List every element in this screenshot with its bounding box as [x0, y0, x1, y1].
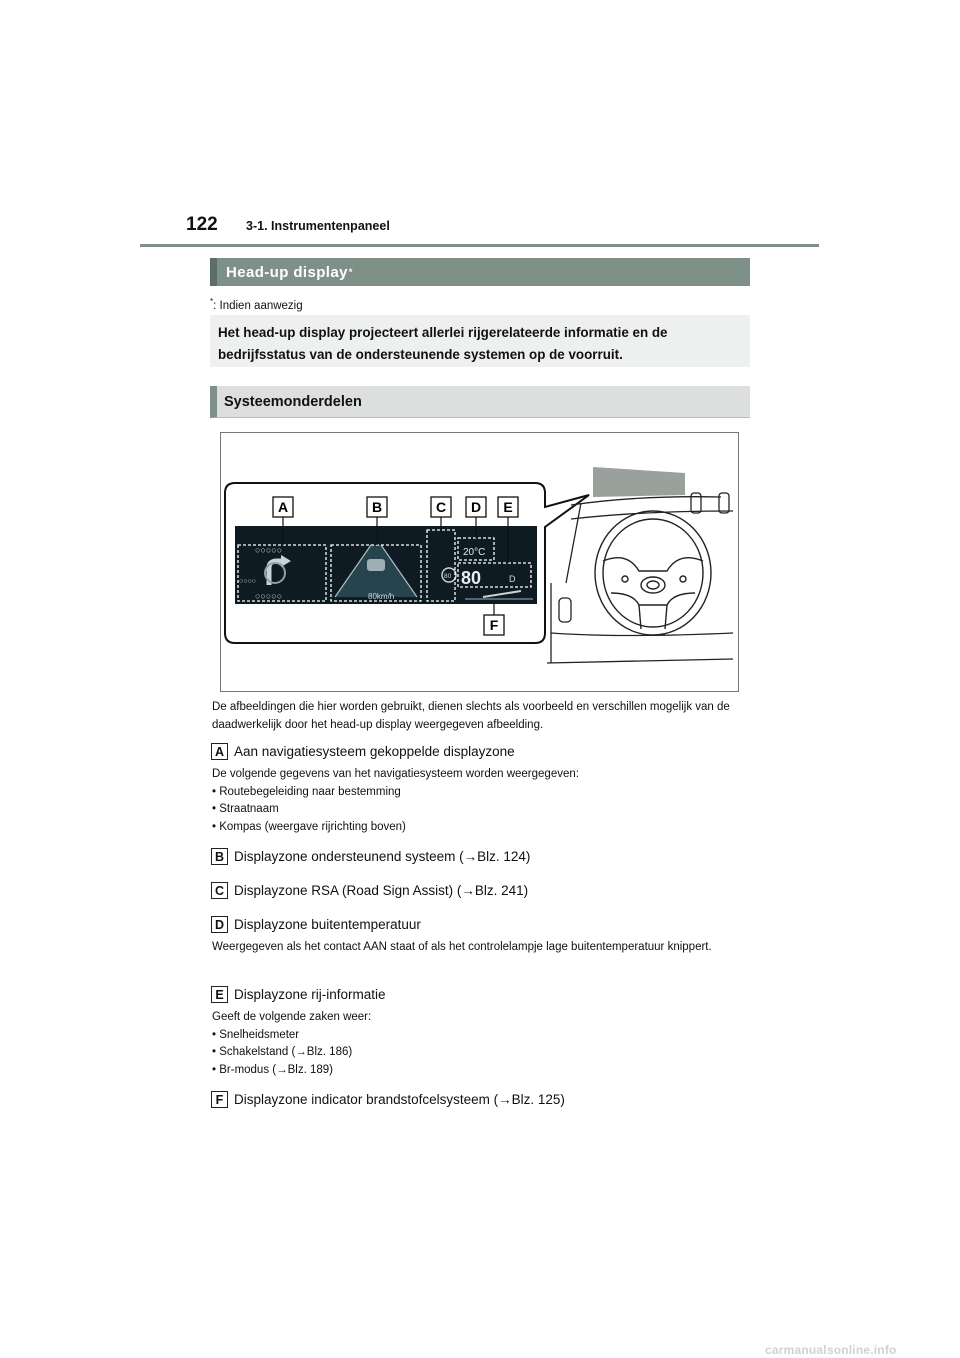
road-sign-value: 80	[444, 573, 452, 580]
item-d-title: Displayzone buitentemperatuur	[234, 917, 421, 932]
item-f-heading	[211, 1091, 565, 1108]
item-c-heading	[211, 882, 528, 899]
subsection-title: Systeemonderdelen	[224, 393, 362, 410]
list-item: • Straatnaam	[212, 803, 279, 816]
svg-text:○○○○○: ○○○○○	[255, 545, 283, 555]
item-e-heading	[211, 986, 386, 1003]
section-title: Head-up display	[226, 263, 348, 281]
steering-wheel	[595, 511, 711, 635]
list-item-text: Kompas (weergave rijrichting boven)	[219, 820, 406, 833]
list-item-text: Schakelstand (→Blz. 186)	[219, 1046, 353, 1059]
outside-temp: 20°C	[463, 547, 486, 558]
callout-b: B	[371, 499, 383, 515]
speedometer-value: 80	[461, 568, 482, 588]
item-d-heading	[211, 916, 421, 933]
item-d-badge: D	[211, 916, 228, 933]
callout-f: F	[489, 617, 499, 633]
item-a-desc: De volgende gegevens van het navigatiesysteem worden weergegeven:	[212, 768, 579, 780]
list-item-text: Br-modus (→Blz. 189)	[219, 1063, 333, 1076]
item-f-badge: F	[211, 1091, 228, 1108]
item-a-heading	[211, 743, 515, 760]
list-item: • Schakelstand (→Blz. 186)	[212, 1046, 353, 1059]
callout-d: D	[470, 499, 482, 515]
list-item-text: Snelheidsmeter	[219, 1028, 300, 1041]
page-number: 122	[186, 214, 218, 235]
gear-position: D	[509, 574, 516, 584]
section-title-mark: *	[348, 267, 353, 277]
item-e-title: Displayzone rij-informatie	[234, 987, 386, 1002]
watermark: carmanualsonline.info	[765, 1343, 897, 1357]
item-b-badge: B	[211, 848, 228, 865]
zone-b-speed: 80km/h	[368, 592, 395, 601]
item-c-title: Displayzone RSA (Road Sign Assist) (→Blz. 241)	[234, 883, 529, 898]
list-item: • Snelheidsmeter	[212, 1028, 300, 1041]
item-a-badge: A	[211, 743, 228, 760]
section-title-bar	[210, 258, 750, 286]
callout-a: A	[277, 499, 289, 515]
figure-caption: De afbeeldingen die hier worden gebruikt, dienen slechts als voorbeeld en verschillen mogelijk van de daadwerkelijk door het head-up display weergegeven afbeelding.	[212, 701, 730, 731]
list-item-text: Routebegeleiding naar bestemming	[219, 785, 401, 798]
list-item: • Kompas (weergave rijrichting boven)	[212, 820, 406, 833]
footnote	[210, 297, 303, 312]
svg-text:○○○○: ○○○○	[239, 578, 256, 585]
chapter-title: 3-1. Instrumentenpaneel	[246, 219, 390, 233]
intro-box: Het head-up display projecteert allerlei rijgerelateerde informatie en de bedrijfsstatus van de ondersteunende systemen op de voorruit.	[210, 315, 750, 367]
subsection-title-bar	[210, 386, 750, 418]
callout-e: E	[503, 499, 513, 515]
figure-head-up-display	[220, 432, 739, 692]
callout-c: C	[435, 499, 447, 515]
dashboard-sketch	[547, 493, 733, 663]
list-item-text: Straatnaam	[219, 803, 279, 816]
item-d-desc: Weergegeven als het contact AAN staat of als het controlelampje lage buitentemperatuur knippert.	[212, 941, 712, 953]
item-a-title: Aan navigatiesysteem gekoppelde displayzone	[234, 744, 515, 759]
list-item: • Routebegeleiding naar bestemming	[212, 785, 401, 798]
svg-text:○○○○○: ○○○○○	[255, 591, 283, 601]
item-a-body	[212, 766, 752, 836]
item-e-desc: Geeft de volgende zaken weer:	[212, 1011, 372, 1023]
item-e-body	[212, 1009, 752, 1079]
item-c-badge: C	[211, 882, 228, 899]
item-b-heading	[211, 848, 530, 865]
footnote-mark: *	[210, 297, 214, 306]
windshield-projection	[593, 467, 685, 497]
item-e-badge: E	[211, 986, 228, 1003]
list-item: • Br-modus (→Blz. 189)	[212, 1063, 333, 1076]
header-rule	[140, 244, 819, 247]
item-f-title: Displayzone indicator brandstofcelsysteem (→Blz. 125)	[234, 1092, 565, 1107]
footnote-text: : Indien aanwezig	[213, 299, 303, 312]
item-b-title: Displayzone ondersteunend systeem (→Blz. 124)	[234, 849, 531, 864]
figure-illustration	[221, 433, 738, 691]
